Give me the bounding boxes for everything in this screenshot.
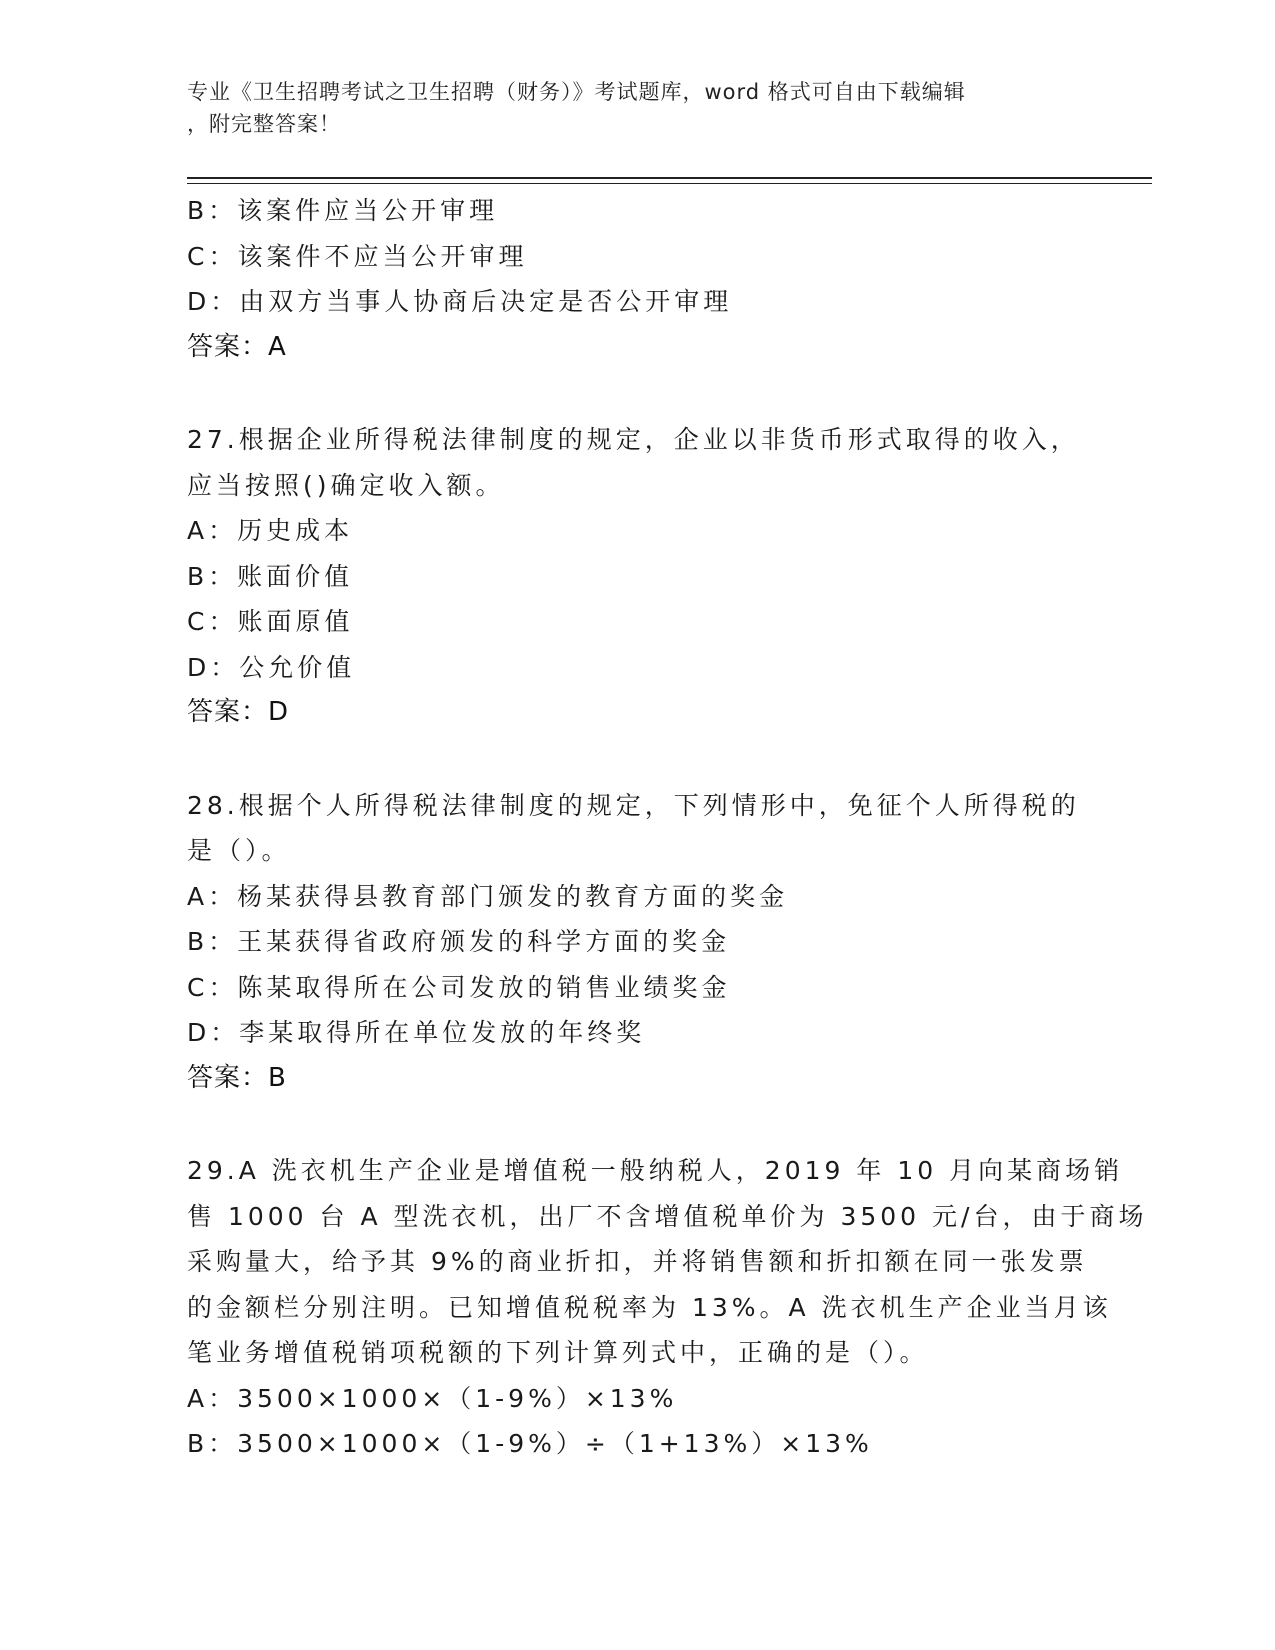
option-c: C：该案件不应当公开审理 — [187, 241, 528, 271]
question-stem-line: 采购量大，给予其 9%的商业折扣，并将销售额和折扣额在同一张发票 — [187, 1247, 1088, 1276]
question-26 — [187, 188, 1087, 370]
question-stem-line: 笔业务增值税销项税额的下列计算列式中，正确的是（）。 — [187, 1338, 929, 1367]
question-29 — [187, 1148, 1148, 1467]
question-stem-line: 28.根据个人所得税法律制度的规定，下列情形中，免征个人所得税的 — [187, 790, 1080, 820]
question-stem-line: 售 1000 台 A 型洗衣机，出厂不含增值税单价为 3500 元/台，由于商场 — [187, 1201, 1148, 1231]
question-stem-line: 29.A 洗衣机生产企业是增值税一般纳税人，2019 年 10 月向某商场销 — [187, 1156, 1124, 1185]
option-c: C：账面原值 — [187, 607, 354, 636]
option-b: B：账面价值 — [187, 561, 354, 591]
option-c: C：陈某取得所在公司发放的销售业绩奖金 — [187, 972, 731, 1002]
option-a: A：历史成本 — [187, 516, 354, 545]
question-stem-line: 是（）。 — [187, 836, 291, 865]
option-b: B：3500×1000×（1-9%）÷（1+13%）×13% — [187, 1429, 873, 1458]
answer-label: 答案：D — [187, 697, 290, 727]
header-line-1: 专业《卫生招聘考试之卫生招聘（财务）》考试题库，word 格式可自由下载编辑 — [187, 80, 966, 104]
option-d: D：由双方当事人协商后决定是否公开审理 — [187, 287, 733, 316]
spacer — [187, 1101, 1087, 1148]
option-d: D：公允价值 — [187, 652, 356, 682]
spacer — [187, 736, 1087, 783]
header-divider-thin — [187, 183, 1152, 184]
option-a: A：杨某获得县教育部门颁发的教育方面的奖金 — [187, 881, 789, 911]
question-stem-line: 应当按照()确定收入额。 — [187, 470, 505, 500]
question-28 — [187, 783, 1087, 1102]
option-b: B：王某获得省政府颁发的科学方面的奖金 — [187, 927, 731, 956]
header-line-2: ，附完整答案！ — [187, 112, 341, 136]
option-d: D：李某取得所在单位发放的年终奖 — [187, 1018, 646, 1047]
question-27 — [187, 417, 1087, 736]
spacer — [187, 370, 1087, 417]
answer-label: 答案：B — [187, 1062, 287, 1093]
option-b: B：该案件应当公开审理 — [187, 196, 499, 225]
question-list — [187, 188, 1148, 1467]
answer-label: 答案：A — [187, 331, 287, 362]
question-stem-line: 27.根据企业所得税法律制度的规定，企业以非货币形式取得的收入， — [187, 425, 1080, 454]
question-stem-line: 的金额栏分别注明。已知增值税税率为 13%。A 洗衣机生产企业当月该 — [187, 1292, 1112, 1322]
header-divider-thick — [187, 177, 1152, 179]
document-header — [187, 76, 1087, 140]
option-a: A：3500×1000×（1-9%）×13% — [187, 1383, 678, 1413]
